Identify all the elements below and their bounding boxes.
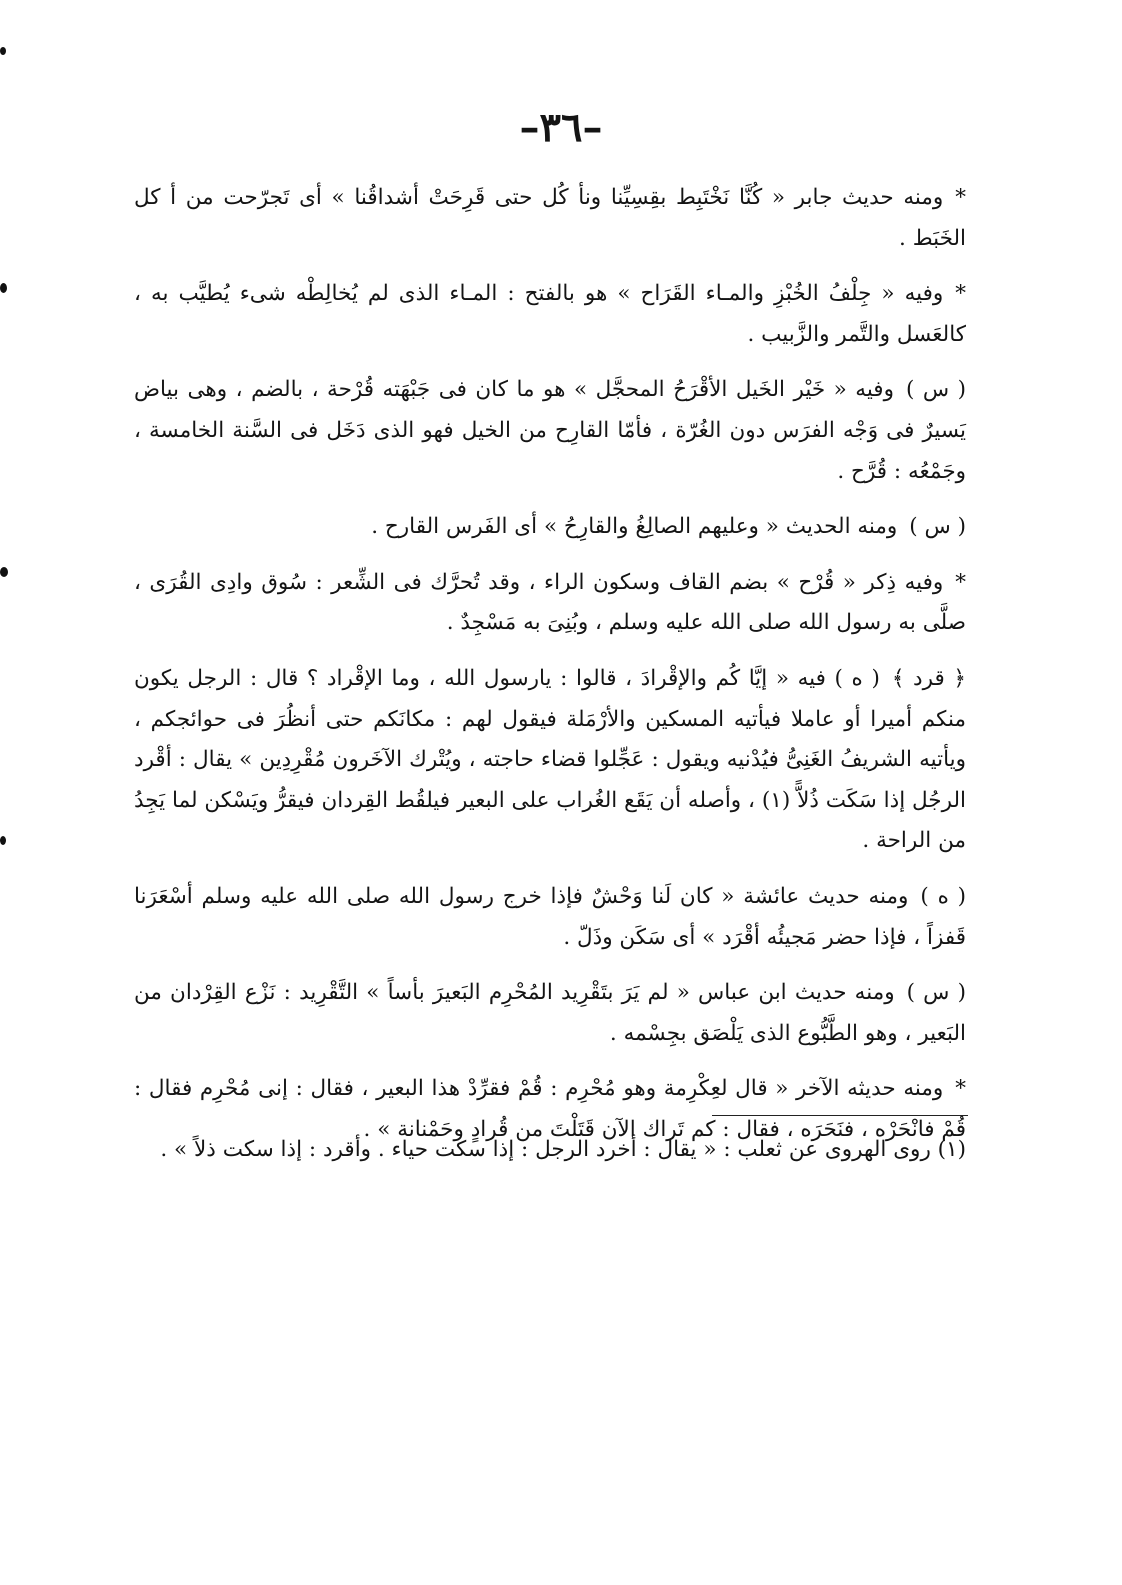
paragraph (134, 274, 966, 355)
scan-mark (0, 567, 8, 577)
paragraph-text: ومنه الحديث « وعليهم الصالِغُ والقارِحُ » أى الفَرس القارح . (371, 514, 898, 540)
page-number: –٣٦– (519, 104, 603, 151)
source-tag: ( س ) (906, 980, 966, 1006)
paragraph-star-marker: * (955, 1076, 966, 1102)
paragraph (134, 659, 966, 862)
paragraph-text: ومنه حديث عائشة « كان لَنا وَحْشٌ فإذا خرج رسول الله صلى الله عليه وسلم أسْعَرَنا قَفزاً ، فإذا حضر مَجيئُه أقْرَد » أى سَكَن وذَلّ . (134, 883, 966, 950)
paragraph (134, 178, 966, 259)
footnote: (١) روى الهروى عن ثعلب : « يقال : أخرد الرجل : إذا سكت حياء . وأقرد : إذا سكت ذلاً » . (160, 1137, 966, 1162)
paragraph-star-marker: * (955, 281, 966, 307)
scan-mark (0, 47, 6, 55)
scan-mark (0, 283, 7, 293)
paragraph-text: وفيه « جِلْفُ الخُبْزِ والمـاء القَرَاح » هو بالفتح : المـاء الذى لم يُخالِطْه شىء يُطيَّب به ، كالعَسل والتَّمر والزَّبيب . (134, 281, 966, 347)
paragraph-star-marker: * (955, 185, 966, 210)
source-tag: ( س ) (909, 514, 966, 540)
source-tag: ( ه ) (920, 883, 966, 909)
paragraph-text: ومنه حديث ابن عباس « لم يَرَ بتَقْرِيد المُحْرِم البَعيرَ بأساً » التَّقْرِيد : نَزْع القِرْدان من البَعير ، وهو الطَّبُّوع الذى يَلْصَق بجِسْمه . (134, 980, 966, 1046)
paragraph-text: ومنه حديث جابر « كُنَّا نَخْتَبِط بقِسِيِّنا ونأ كُل حتى قَرِحَتْ أشداقُنا » أى تَجرّحت من أ كل الخَبَط . (134, 185, 966, 251)
main-text (134, 178, 966, 1165)
entry-heading: ﴿ قرد ﴾ (891, 665, 966, 691)
paragraph-text: وفيه ذِكر « قُرْح » بضم القاف وسكون الراء ، وقد تُحرَّك فى الشِّعر : سُوق وادِى القُرَى ، صلَّى به رسول الله صلى الله عليه وسلم ، وبُنِىَ به مَسْجِدٌ . (134, 569, 966, 636)
paragraph (134, 370, 966, 492)
paragraph-text: وفيه « خَيْر الخَيل الأقْرَحُ المحجَّل » هو ما كان فى جَبْهَته قُرْحة ، بالضم ، وهى بياض يَسيرٌ فى وَجْه الفرَس دون الغُرّة ، فأمّا القارِح من الخيل فهو الذى دَخَل فى السَّنة الخامسة ، وجَمْعُه : قُرَّح . (134, 377, 966, 484)
source-tag: ( س ) (905, 377, 966, 403)
paragraph (134, 563, 966, 644)
paragraph (134, 973, 966, 1054)
paragraph-text: ومنه حديثه الآخر « قال لعِكْرِمة وهو مُحْرِم : قُمْ فقرِّدْ هذا البعير ، فقال : إنى مُحْرِم فقال : قُمْ فانْحَرْه ، فنَحَرَه ، فقال : كم تَراك الآن قَتَلْتَ من قُرادٍ وحَمْنانة » . (134, 1076, 966, 1142)
paragraph-star-marker: * (955, 569, 966, 595)
footnotes (134, 1130, 966, 1186)
scan-mark (0, 836, 6, 845)
paragraph (134, 507, 966, 548)
footnote-divider (712, 1115, 968, 1116)
paragraph-text: ( ه ) فيه « إيَّا كُم والإقْرادَ ، قالوا : يارسول الله ، وما الإقْراد ؟ قال : الرجل يكون منكم أميرا أو عاملا فيأتيه المسكين والأرْمَلة فيقول لهم : مكانَكم حتى أنظُرَ فى حوائجكم ، ويأتيه الشريفُ الغَنِىُّ فيُدْنيه ويقول : عَجِّلوا قضاء حاجته ، ويُتْرك الآخَرون مُقْرِدِين » يقال : أقْرد الرجُل إذا سَكَت ذُلاًّ (١) ، وأصله أن يَقَع الغُراب على البعير فيلقُط القِردان فيقرُّ ويَسْكن لما يَجِدُ من الراحة . (134, 665, 966, 854)
paragraph (134, 877, 966, 958)
